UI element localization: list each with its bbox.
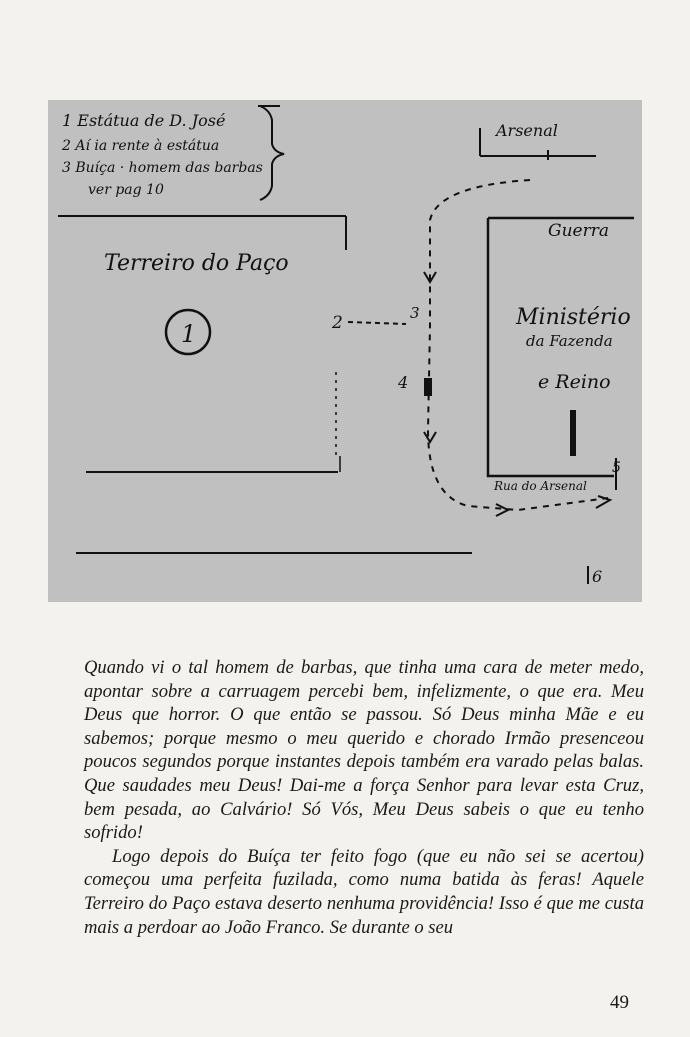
marker-5: 5 [612,460,621,476]
note-line-3: 3 Buíça · homem das barbas [62,160,263,176]
label-rua-arsenal: Rua do Arsenal [494,479,587,493]
marker-4: 4 [398,373,409,392]
label-fazenda: da Fazenda [526,332,613,350]
label-reino: e Reino [538,371,611,393]
body-text [84,656,644,939]
note-line-4: ver pag 10 [88,182,164,198]
shot-line-2 [348,322,406,324]
label-ministerio: Ministério [516,305,631,330]
ministry-mark [570,410,576,456]
page-number: 49 [610,992,629,1013]
marker-2: 2 [332,313,343,333]
label-arsenal: Arsenal [496,121,558,140]
map-drawing [48,100,642,602]
bleed-through-text [40,30,660,100]
route-arrow-2 [424,432,436,442]
note-line-1: 1 Estátua de D. José [62,111,226,130]
carriage-mark [424,378,432,396]
note-line-2: 2 Aí ia rente à estátua [62,138,220,154]
note-brace [260,106,284,200]
statue-number: 1 [181,320,197,348]
paragraph-1: Quando vi o tal homem de barbas, que tinha uma cara de meter medo, apontar sobre a carruagem percebi bem, infelizmente, o que era. Meu Deus que horror. O que então se passou. Só Deus minha Mãe e eu sabemos; porque mesmo o meu querido e chorado Irmão presenceou poucos segundos porque instantes depois também era varado pelas balas. Que saudades meu Deus! Dai-me a força Senhor para levar esta Cruz, bem pesada, ao Calvário! Só Vós, Meu Deus sabeis o que eu tenho sofrido! [84,657,644,844]
label-guerra: Guerra [548,221,609,241]
handwritten-map-figure [48,100,642,602]
label-terreiro: Terreiro do Paço [104,251,289,276]
marker-3: 3 [410,304,420,322]
marker-6: 6 [592,567,603,586]
route-arrow-3 [496,504,508,516]
paragraph-2: Logo depois do Buíça ter feito fogo (que eu não sei se acertou) começou uma perfeita fuzilada, como numa batida às feras! Aquele Terreiro do Paço estava deserto nenhuma providência! Isso é que me custa mais a perdoar ao João Franco. Se durante o seu [84,845,644,938]
